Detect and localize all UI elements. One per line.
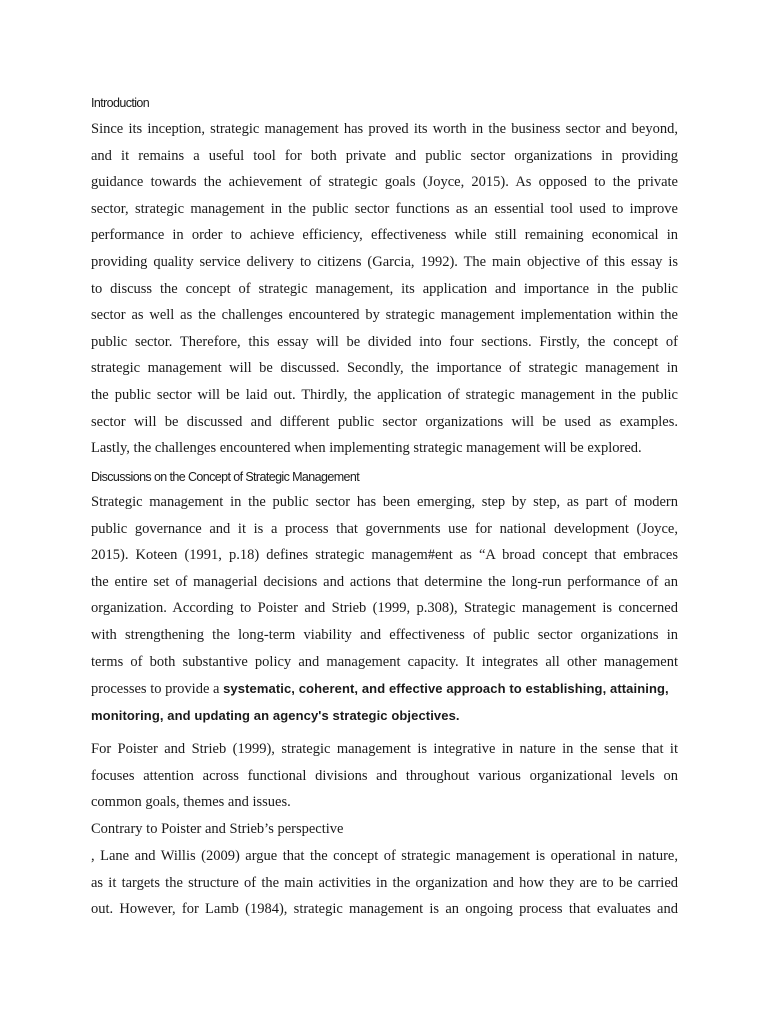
text-line: terms of both substantive policy and management capacity. It integrates all other management (91, 653, 678, 670)
text-line: , Lane and Willis (2009) argue that the concept of strategic management is operational in nature, (91, 848, 678, 864)
text-line: the public sector will be laid out. Thirdly, the application of strategic management in the public (91, 386, 678, 403)
discussion-paragraph (91, 489, 678, 729)
intro-paragraph (91, 116, 678, 462)
text-line: Strategic management in the public sector has been emerging, step by step, as part of modern (91, 494, 678, 510)
heading-introduction: Introduction (91, 96, 150, 110)
text-line: out. However, for Lamb (1984), strategic management is an ongoing process that evaluates and (91, 901, 678, 918)
text-line: the entire set of managerial decisions and actions that determine the long-run performance of an (91, 573, 678, 590)
text-fragment: processes to provide a (91, 681, 224, 698)
contrary-paragraph (91, 816, 678, 843)
text-line: public governance and it is a process that governments use for national development (Joyce, (91, 520, 678, 537)
text-line: strategic management will be discussed. Secondly, the importance of strategic management in (91, 360, 678, 377)
text-line: and it remains a useful tool for both private and public sector organizations in providing (91, 147, 678, 164)
text-line: to discuss the concept of strategic management, its application and importance in the public (91, 280, 678, 297)
text-line: 2015). Koteen (1991, p.18) defines strategic managem#ent as “A broad concept that embraces (91, 547, 678, 564)
heading-discussion: Discussions on the Concept of Strategic Management (91, 470, 360, 484)
text-line: sector, strategic management in the public sector functions as an essential tool used to improve (91, 200, 678, 217)
bold-text-line: monitoring, and updating an agency's strategic objectives. (91, 708, 460, 724)
text-line: sector as well as the challenges encountered by strategic management implementation within the (91, 307, 678, 324)
text-line: common goals, themes and issues. (91, 794, 291, 811)
text-line: Contrary to Poister and Strieb’s perspective (91, 821, 344, 837)
text-line: Since its inception, strategic management has proved its worth in the business sector and beyond, (91, 121, 678, 137)
lane-paragraph (91, 843, 678, 923)
text-line: with strengthening the long-term viability and effectiveness of public sector organizations in (91, 626, 678, 643)
poister-paragraph (91, 736, 678, 816)
text-line: Lastly, the challenges encountered when implementing strategic management will be explored. (91, 440, 642, 457)
text-line: as it targets the structure of the main activities in the organization and how they are to be carried (91, 874, 678, 891)
text-line: providing quality service delivery to citizens (Garcia, 1992). The main objective of this essay is (91, 253, 678, 270)
text-line: performance in order to achieve efficiency, effectiveness while still remaining economical in (91, 227, 678, 244)
text-line: sector will be discussed and different public sector organizations will be used as examples. (91, 413, 678, 430)
text-line: guidance towards the achievement of strategic goals (Joyce, 2015). As opposed to the private (91, 174, 678, 191)
text-line: For Poister and Strieb (1999), strategic management is integrative in nature in the sense that it (91, 741, 678, 757)
text-line: organization. According to Poister and Strieb (1999, p.308), Strategic management is concerned (91, 600, 678, 617)
mixed-text-line (91, 675, 678, 702)
bold-text-fragment: systematic, coherent, and effective approach to establishing, attaining, (223, 681, 669, 697)
text-line: focuses attention across functional divisions and throughout various organizational levels on (91, 767, 678, 784)
text-line: public sector. Therefore, this essay will be divided into four sections. Firstly, the concept of (91, 333, 678, 350)
